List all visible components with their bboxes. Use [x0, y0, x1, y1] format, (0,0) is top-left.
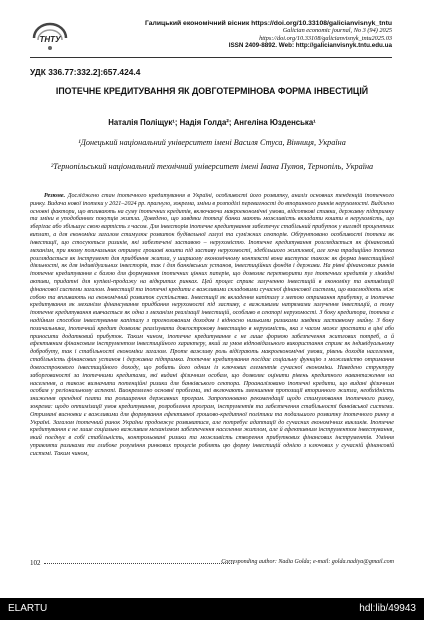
- journal-logo: [30, 18, 70, 54]
- repository-bar: [0, 598, 424, 620]
- page-number: 102: [30, 559, 41, 567]
- journal-title-en: Galician economic journal, No 3 (94) 2025: [282, 27, 392, 35]
- journal-url: https://doi.org/10.33108/galicianvisnyk_tntu2025.03: [259, 34, 392, 42]
- handle-id[interactable]: hdl:lib/49943: [359, 603, 416, 614]
- corresponding-author: Corresponding author: Nadia Golda; e-mail: golda.nadiya@gmail.com: [221, 559, 394, 565]
- abstract-text: Досліджено стан іпотечного кредитування в Україні, особливості його розвитку, аналіз основних тенденцій іпотечного ринку. Видача нової іпотеки у 2021–2024 рр. прагнуло, зокрема, зміни в розподілі перевагності до вторинного ринків нерухомості. Виділено основні фактори, що впливають на суму іпотечних кредитів, включаючи макроекономічні умови, відсоткові ставки, державну підтримку та зміни в уподобаннях покупців житла. Доведено, що завдяки іпотеці банки мають можливість вкладати кошти в нерухомість, що зберігає або збільшує свою вартість з часом. Для інвесторів іпотечне кредитування забезпечує стабільний прибуток у вигляді процентних виплат, а для економіки загалом стимулює розвиток будівельної галузі та суміжних секторів. Обґрунтовано особливості іпотеки як інвестиції, що стосуються ризиків, які забезпечені заставою – нерухомістю. Іпотечне кредитування розглядається як фінансовий механізм, при якому позичальник отримує грошові кошти під заставу нерухомості, здебільшого житлової, але хоча традиційно іпотека розглядається як інструмент для придбання житла, у ширшому економічному контексті вона виступає також як форма інвестиційної діяльності, як для індивідуальних інвесторів, так і для банківських установ, інвестиційних фондів і держави. На рівні фінансових ринків іпотечне кредитування є базою для формування іпотечних цінних паперів, що дозволяє перетворити пул іпотечних кредитів у ліквідні активи, придатні для купівлі-продажу на відкритих ринках. Цей процес сприяє залученню інвестицій в економіку та активізації фінансової системи загалом. Інвестиції та іпотечні кредити є важливими складовими сучасної фінансової системи, що взаємодіють між собою та впливають на економічний розвиток суспільства. Інвестиції як вкладення капіталу з метою отримання прибутку, а іпотечне кредитування як механізм фінансування придбання нерухомості під заставу, є важливими напрямами залучення інвестицій, а тому іпотечне кредитування вивчається як одна з механізм реалізації інвестицій, особливо в секторі нерухомості. З боку кредитора, іпотека є надійним способом інвестування капіталу з прогнозованим доходом і відносно низькими ризиками завдяки заставному майну. З боку позичальника, іпотечний кредит дозволяє реалізувати довгострокову інвестицію в нерухомість, яка з часом може зростати в ціні або приносити додатковий прибуток. Таким чином, іпотечне кредитування є не лише формою забезпечення житлових потреб, а й ефективним фінансовим інструментом інвестиційного характеру, який за умов відповідального використання сприяє як індивідуальному добробуту, так і стабільності економіки загалом. Проте важливу роль відіграють макроекономічні умови, рівень доходів населення, стабільність фінансових установ і державна підтримка. Іпотечне кредитування посідає соціальну функцію з можливістю отримання довгострокового інвестиційного доходу, що робить його одним із ключових елементів сучасної економіки. Наведено структуру заборгованості за іпотечними кредитами, які видані фізичним особам, що дозволяє оцінити рівень кредитного навантаження на населення, а також визначити потенційні ризики для банківського сектора. Проаналізовано іпотечні кредити, що видані фізичним особам у регіональному аспекті. Виокремлено основні проблеми, які включають зменшення пропозиції вторинного житла, необхідність зниження орендної плати та розширення державних програм. Запропоновано рекомендації щодо стимулювання іпотечного ринку, зокрема: щодо оптимізації умов кредитування, розроблення програм, інструментів та забезпечення стабільності банківської системи. Отримані висновки є важливими для формування ефективної грошово-кредитної політики та подальшого розвитку іпотечного ринку в Україні. Загалом іпотечний ринок України продовжує розвиватися, але потребує адаптації до сучасних економічних викликів. Іпотечне кредитування є не лише соціально важливим механізмом забезпечення населення житлом, але й ефективним інструментом інвестування, який поєднує в собі стабільність, контрольовані ризики та можливість створення прибуткових фінансових інструментів. Уміння управляти ризиками та глибоке розуміння ринкових процесів роблять цю форму інвестицій однією з ключових у сучасній фінансовій системі. Таким чином,: [30, 193, 394, 457]
- logo-text: ТНТУ: [39, 35, 61, 44]
- affiliation-2: ²Тернопільський національний технічний університет імені Івана Пулюя, Тернопіль, Україна: [50, 162, 374, 171]
- abstract-label: Резюме.: [44, 193, 66, 199]
- abstract: [30, 193, 394, 553]
- repository-name[interactable]: ELARTU: [8, 603, 48, 614]
- journal-header: [30, 18, 392, 58]
- article-title: ІПОТЕЧНЕ КРЕДИТУВАННЯ ЯК ДОВГОТЕРМІНОВА ФОРМА ІНВЕСТИЦІЙ: [55, 86, 369, 96]
- footer-divider: [44, 563, 234, 564]
- journal-info: [92, 20, 392, 50]
- affiliation-1: ¹Донецький національний університет імені Василя Стуса, Вінниця, Україна: [78, 138, 346, 147]
- page-footer: [30, 559, 394, 571]
- journal-title: Галицький економічний вісник https://doi.org/10.33108/galicianvisnyk_tntu: [145, 20, 392, 27]
- article-authors: Наталія Поліщук¹; Надія Голда²; Ангеліна Юзденська¹: [108, 118, 316, 127]
- journal-issn: ISSN 2409-8892. Web: http://galicianvisnyk.tntu.edu.ua: [228, 42, 392, 50]
- udc-code: УДК 336.77:332.2]:657.424.4: [30, 67, 141, 77]
